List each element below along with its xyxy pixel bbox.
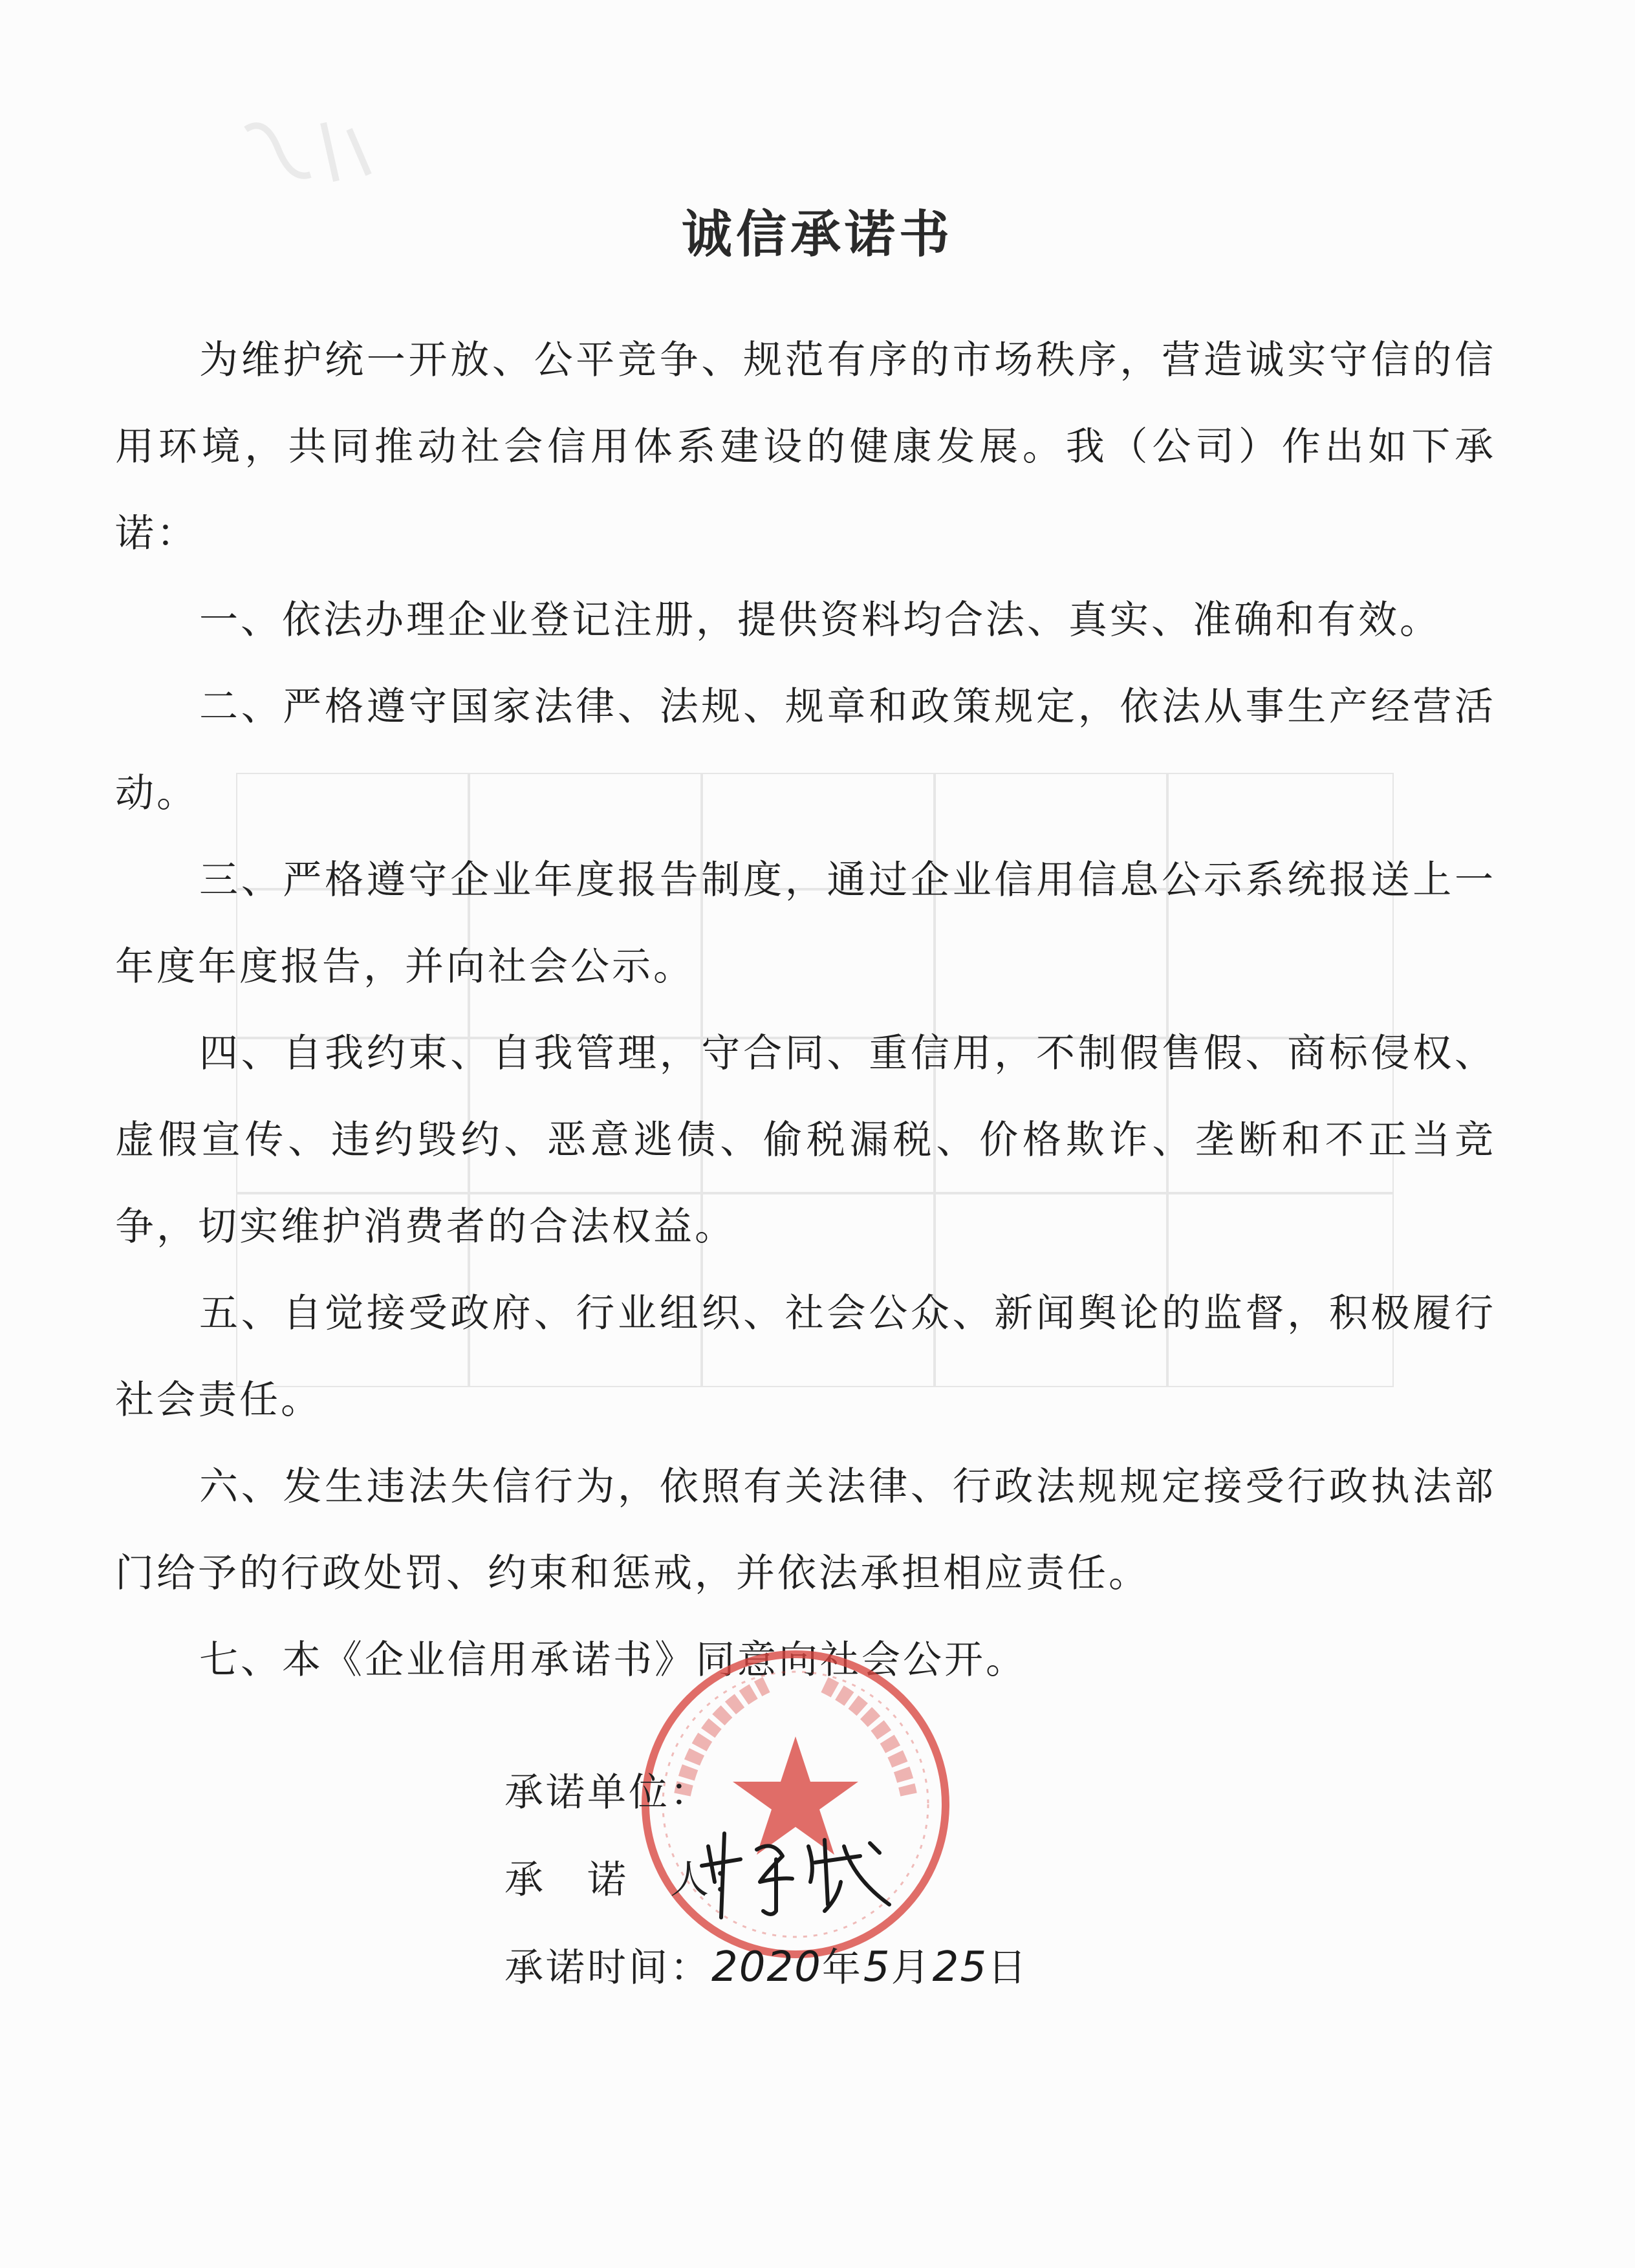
document-title: 诚信承诺书 [681, 206, 953, 264]
clause-4: 四、自我约束、自我管理，守合同、重信用，不制假售假、商标侵权、虚假宣传、违约毁约、恶意逃债、偷税漏税、价格欺诈、垄断和不正当竞争，切实维护消费者的合法权益。 [115, 1031, 1496, 1249]
date-month: 5 [863, 1943, 891, 1991]
clause-7: 七、本《企业信用承诺书》同意向社会公开。 [199, 1637, 1027, 1683]
clause-3: 三、严格遵守企业年度报告制度，通过企业信用信息公示系统报送上一年度年度报告，并向社会公示。 [115, 858, 1496, 989]
date-year-suffix: 年 [821, 1945, 863, 1991]
commitment-unit-label: 承诺单位： [504, 1770, 711, 1815]
date-day-suffix: 日 [988, 1945, 1030, 1991]
bleed-through-mark [239, 110, 395, 188]
clause-1: 一、依法办理企业登记注册，提供资料均合法、真实、准确和有效。 [199, 598, 1441, 643]
commitment-person-label: 承 诺 人： [504, 1857, 753, 1903]
intro-paragraph: 为维护统一开放、公平竞争、规范有序的市场秩序，营造诚实守信的信用环境，共同推动社会信用体系建设的健康发展。我（公司）作出如下承诺： [115, 338, 1496, 556]
date-year: 2020 [711, 1943, 822, 1991]
date-month-suffix: 月 [891, 1945, 933, 1991]
clause-5: 五、自觉接受政府、行业组织、社会公众、新闻舆论的监督，积极履行社会责任。 [115, 1291, 1496, 1423]
handwritten-signature [695, 1820, 902, 1924]
document-body [115, 317, 1496, 1703]
date-day: 25 [932, 1943, 988, 1991]
commitment-date-row [504, 1924, 1029, 2012]
clause-6: 六、发生违法失信行为，依照有关法律、行政法规规定接受行政执法部门给予的行政处罚、约束和惩戒，并依法承担相应责任。 [115, 1464, 1496, 1596]
commitment-date-label: 承诺时间： [504, 1945, 711, 1991]
clause-2: 二、严格遵守国家法律、法规、规章和政策规定，依法从事生产经营活动。 [115, 684, 1496, 816]
